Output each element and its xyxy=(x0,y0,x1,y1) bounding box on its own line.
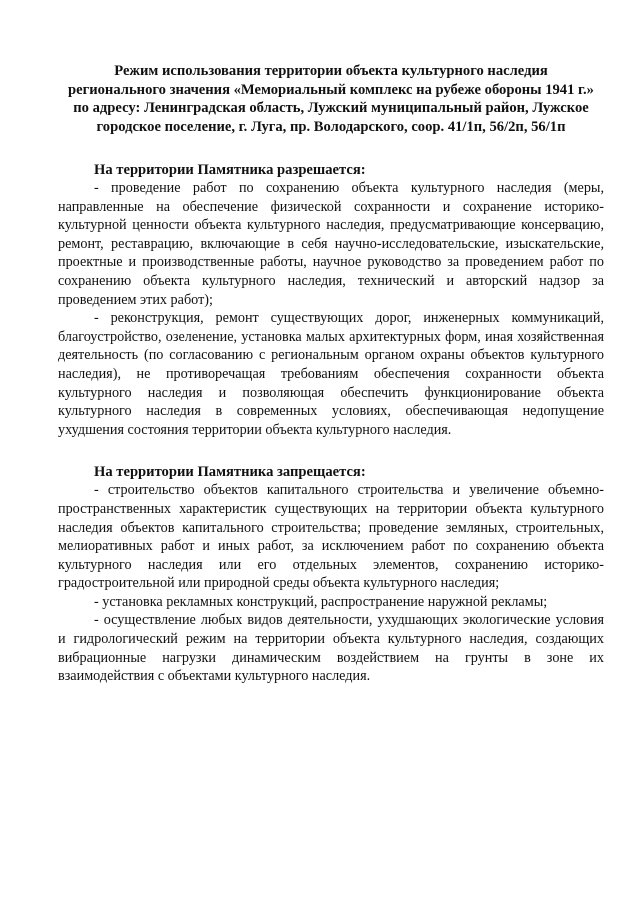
allowed-section xyxy=(58,161,604,439)
allowed-heading: На территории Памятника разрешается: xyxy=(94,162,366,178)
title-line: городское поселение, г. Луга, пр. Володарского, соор. 41/1п, 56/2п, 56/1п xyxy=(96,118,566,135)
prohibited-item: - осуществление любых видов деятельности, ухудшающих экологические условия и гидрологический режим на территории объекта культурного наследия, создающих вибрационные нагрузки динамическим воздействием на грунты в зоне их взаимодействия с объектами культурного наследия. xyxy=(58,612,604,685)
prohibited-heading: На территории Памятника запрещается: xyxy=(94,464,366,481)
title-line: регионального значения «Мемориальный комплекс на рубеже обороны 1941 г.» xyxy=(68,81,594,98)
section-spacer xyxy=(58,439,604,463)
title-line: Режим использования территории объекта культурного наследия xyxy=(114,63,548,79)
allowed-item: - проведение работ по сохранению объекта культурного наследия (меры, направленные на обеспечение физической сохранности и сохранение историко-культурной ценности объекта культурного наследия, предусматривающие консервацию, ремонт, реставрацию, включающие в себя научно-исследовательские, изыскательские, проектные и производственные работы, научное руководство за проведением работ по сохранению объекта культурного наследия, технический и авторский надзор за проведением этих работ); xyxy=(58,180,604,308)
allowed-item: - реконструкция, ремонт существующих дорог, инженерных коммуникаций, благоустройство, озеленение, установка малых архитектурных форм, иная хозяйственная деятельность (по согласованию с региональным органом охраны объектов культурного наследия), не противоречащая требованиям обеспечения сохранности объекта культурного наследия и позволяющая обеспечить функционирование объекта культурного наследия в современных условиях, обеспечивающая недопущение ухудшения состояния территории объекта культурного наследия. xyxy=(58,310,604,438)
title-line: по адресу: Ленинградская область, Лужский муниципальный район, Лужское xyxy=(73,100,589,116)
prohibited-item: - строительство объектов капитального строительства и увеличение объемно-пространственных характеристик существующих на территории объекта культурного наследия объектов капитального строительства; проведение земляных, строительных, мелиоративных работ и иных работ, за исключением работ по сохранению объекта культурного наследия или его отдельных элементов, сохранению историко-градостроительной или природной среды объекта культурного наследия; xyxy=(58,482,604,592)
prohibited-section xyxy=(58,463,604,686)
prohibited-item: - установка рекламных конструкций, распространение наружной рекламы; xyxy=(94,593,548,610)
document-title xyxy=(58,62,604,136)
